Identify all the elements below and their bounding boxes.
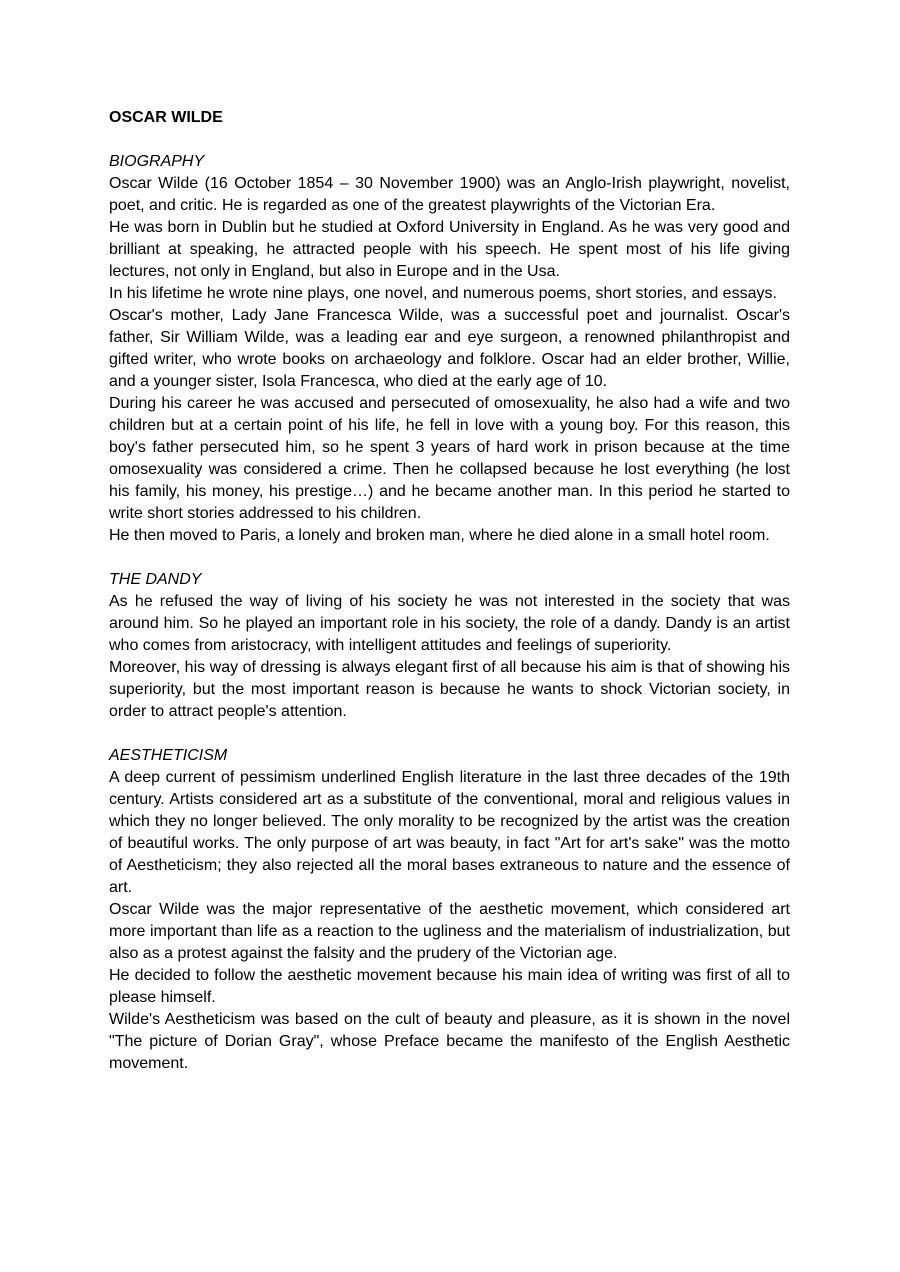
paragraph: Oscar's mother, Lady Jane Francesca Wilde, was a successful poet and journalist. Oscar's father, Sir William Wilde, was a leading ear and eye surgeon, a renowned philanthropist and gifted writer, who wrote books on archaeology and folklore. Oscar had an elder brother, Willie, and a younger sister, Isola Francesca, who died at the early age of 10. (109, 307, 790, 390)
paragraph: A deep current of pessimism underlined English literature in the last three decades of the 19th century. Artists considered art as a substitute of the conventional, moral and religious values in which they no longer believed. The only morality to be recognized by the artist was the creation of beautiful works. The only purpose of art was beauty, in fact "Art for art's sake" was the motto of Aestheticism; they also rejected all the moral bases extraneous to nature and the essence of art. (109, 769, 790, 896)
paragraph: He decided to follow the aesthetic movement because his main idea of writing was first of all to please himself. (109, 967, 790, 1006)
paragraph: Oscar Wilde was the major representative of the aesthetic movement, which considered art more important than life as a reaction to the ugliness and the materialism of industrialization, but also as a protest against the falsity and the prudery of the Victorian age. (109, 901, 790, 962)
section-aestheticism (109, 745, 790, 1075)
section-heading: THE DANDY (109, 571, 202, 588)
document-page (109, 107, 790, 1075)
paragraph: Wilde's Aestheticism was based on the cult of beauty and pleasure, as it is shown in the novel "The picture of Dorian Gray", whose Preface became the manifesto of the English Aesthetic movement. (109, 1011, 790, 1072)
paragraph: During his career he was accused and persecuted of omosexuality, he also had a wife and two children but at a certain point of his life, he fell in love with a young boy. For this reason, this boy's father persecuted him, so he spent 3 years of hard work in prison because at the time omosexuality was considered a crime. Then he collapsed because he lost everything (he lost his family, his money, his prestige…) and he became another man. In this period he started to write short stories addressed to his children. (109, 395, 790, 522)
section-biography (109, 151, 790, 547)
paragraph: He was born in Dublin but he studied at Oxford University in England. As he was very good and brilliant at speaking, he attracted people with his speech. He spent most of his life giving lectures, not only in England, but also in Europe and in the Usa. (109, 219, 790, 280)
paragraph: As he refused the way of living of his society he was not interested in the society that was around him. So he played an important role in his society, the role of a dandy. Dandy is an artist who comes from aristocracy, with intelligent attitudes and feelings of superiority. (109, 593, 790, 654)
paragraph: Moreover, his way of dressing is always elegant first of all because his aim is that of showing his superiority, but the most important reason is because he wants to shock Victorian society, in order to attract people's attention. (109, 659, 790, 720)
document-title: OSCAR WILDE (109, 109, 223, 126)
section-the-dandy (109, 569, 790, 723)
paragraph: Oscar Wilde (16 October 1854 – 30 November 1900) was an Anglo-Irish playwright, novelist, poet, and critic. He is regarded as one of the greatest playwrights of the Victorian Era. (109, 175, 790, 214)
paragraph: In his lifetime he wrote nine plays, one novel, and numerous poems, short stories, and essays. (109, 285, 777, 302)
paragraph: He then moved to Paris, a lonely and broken man, where he died alone in a small hotel room. (109, 527, 770, 544)
section-heading: BIOGRAPHY (109, 153, 205, 170)
section-heading: AESTHETICISM (109, 747, 228, 764)
